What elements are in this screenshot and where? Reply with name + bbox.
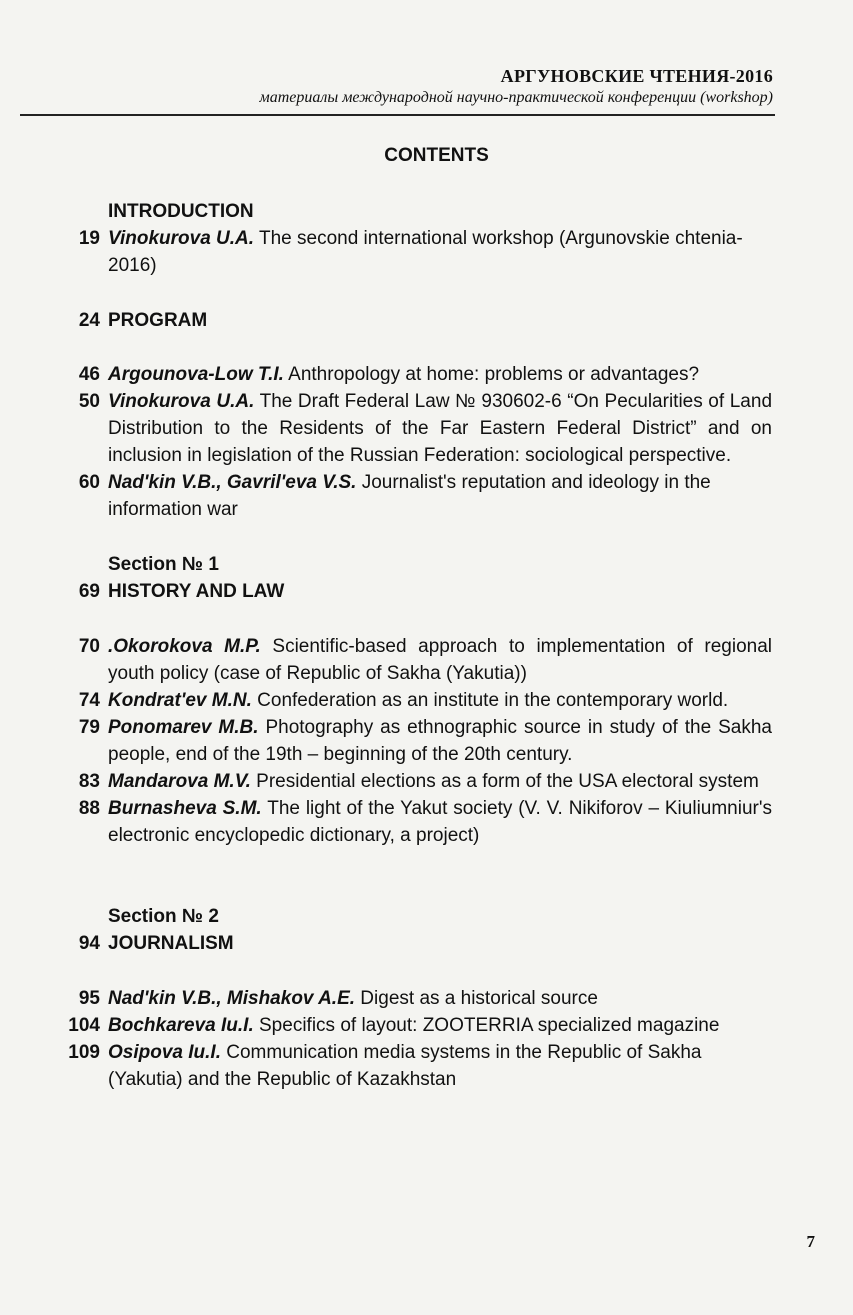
toc-title: Photography as ethnographic source in study of the Sakha people, end of the 19th – beginning of the 20th century.: [108, 717, 772, 765]
toc-page-number: 104: [68, 1015, 100, 1036]
toc-title: Communication media systems in the Republic of Sakha (Yakutia) and the Republic of Kazakhstan: [108, 1042, 702, 1090]
toc-heading: JOURNALISM: [108, 933, 234, 954]
toc-heading: Section № 1: [108, 554, 219, 575]
toc-page-number: 19: [78, 228, 100, 249]
toc-page-number: 95: [78, 988, 100, 1009]
toc-title: The Draft Federal Law № 930602-6 “On Pecularities of Land Distribution to the Residents of the Far Eastern Federal District” and on inclusion in legislation of the Russian Federation: sociological perspective.: [108, 391, 773, 466]
toc-entry: [30, 469, 772, 523]
toc-entry: [30, 714, 772, 768]
toc-title: The second international workshop (Argunovskie chtenia-2016): [108, 228, 743, 276]
toc-page-number: 88: [78, 798, 100, 819]
toc-title: The light of the Yakut society (V. V. Nikiforov – Kiuliumniur's electronic encyclopedic dictionary, a project): [108, 798, 772, 846]
toc-entry: [30, 985, 772, 1012]
toc-page-number: 79: [78, 717, 100, 738]
toc-title: Scientific-based approach to implementation of regional youth policy (case of Republic of Sakha (Yakutia)): [108, 636, 772, 684]
toc-page-number: 94: [78, 933, 100, 954]
toc-title: Digest as a historical source: [355, 988, 598, 1009]
toc-entry: [30, 198, 772, 225]
toc-author: Osipova Iu.I.: [108, 1042, 221, 1063]
toc-page-number: 70: [78, 636, 100, 657]
journal-title: АРГУНОВСКИЕ ЧТЕНИЯ-2016: [500, 66, 773, 86]
toc-author: Vinokurova U.A.: [108, 391, 255, 412]
toc-page-number: 24: [78, 310, 100, 331]
toc-author: .Okorokova M.P.: [108, 636, 261, 657]
toc-author: Ponomarev M.B.: [108, 717, 259, 738]
toc-title: Anthropology at home: problems or advantages?: [283, 364, 700, 385]
toc-entry: [30, 687, 772, 714]
toc-page-number: 74: [78, 690, 100, 711]
toc-title: Presidential elections as a form of the USA electoral system: [250, 771, 759, 792]
toc-author: Vinokurova U.A.: [108, 228, 255, 249]
toc-entry: [30, 930, 772, 957]
toc-author: Burnasheva S.M.: [108, 798, 262, 819]
toc-entry: [30, 578, 772, 605]
toc-entry: [30, 1012, 772, 1039]
toc-entry: [30, 551, 772, 578]
toc-page-number: 69: [78, 581, 100, 602]
toc-page-number: 46: [78, 364, 100, 385]
toc-heading: INTRODUCTION: [108, 201, 254, 222]
toc-title: Journalist's reputation and ideology in the information war: [108, 472, 711, 520]
page-number: 7: [806, 1232, 815, 1251]
toc-title: Specifics of layout: ZOOTERRIA specialized magazine: [253, 1015, 720, 1036]
toc-author: Kondrat'ev M.N.: [108, 690, 252, 711]
toc-title: Confederation as an institute in the contemporary world.: [251, 690, 729, 711]
table-of-contents: [30, 198, 772, 1093]
toc-heading: PROGRAM: [108, 310, 208, 331]
toc-entry: [30, 225, 772, 279]
running-header: [260, 66, 773, 107]
toc-heading: HISTORY AND LAW: [108, 581, 285, 602]
toc-entry: [30, 388, 772, 469]
header-rule: [20, 114, 775, 116]
toc-entry: [30, 307, 772, 334]
journal-subtitle: материалы международной научно-практической конференции (workshop): [259, 89, 773, 106]
toc-author: Nad'kin V.B., Gavril'eva V.S.: [108, 472, 357, 493]
toc-author: Nad'kin V.B., Mishakov A.E.: [108, 988, 356, 1009]
toc-heading: Section № 2: [108, 906, 219, 927]
toc-entry: [30, 1039, 772, 1093]
toc-page-number: 83: [78, 771, 100, 792]
toc-entry: [30, 903, 772, 930]
toc-page-number: 60: [78, 472, 100, 493]
toc-entry: [30, 795, 772, 849]
toc-entry: [30, 361, 772, 388]
toc-entry: [30, 768, 772, 795]
toc-page-number: 109: [68, 1042, 100, 1063]
toc-entry: [30, 633, 772, 687]
toc-author: Argounova-Low T.I.: [108, 364, 284, 385]
toc-author: Bochkareva Iu.I.: [108, 1015, 254, 1036]
toc-page-number: 50: [78, 391, 100, 412]
toc-author: Mandarova M.V.: [108, 771, 251, 792]
contents-heading: CONTENTS: [384, 145, 489, 166]
